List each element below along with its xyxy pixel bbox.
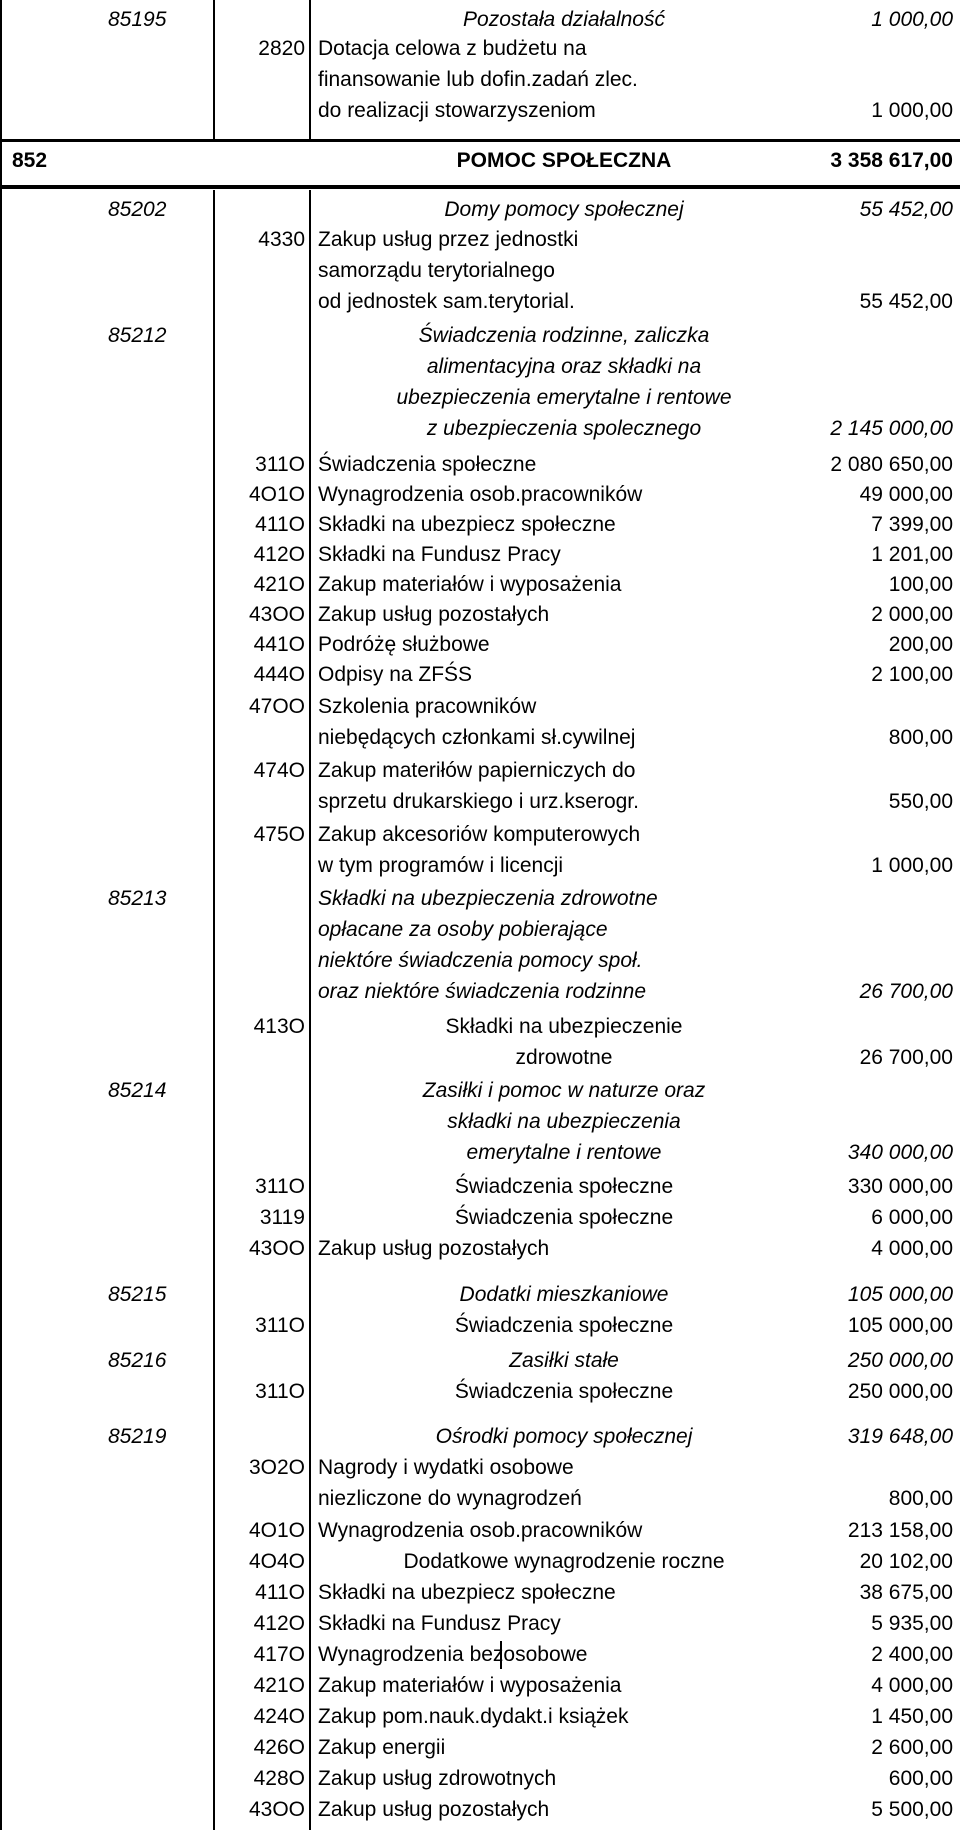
description-line: Zakup usług zdrowotnych xyxy=(318,1767,557,1790)
description-line: niezliczone do wynagrodzeń xyxy=(318,1487,582,1510)
paragraph-code: 4O1O xyxy=(248,1519,305,1542)
table-row xyxy=(0,660,960,691)
amount: 20 102,00 xyxy=(859,1550,953,1573)
paragraph-code: 441O xyxy=(253,633,305,656)
description-line: Składki na ubezpieczenie xyxy=(445,1015,683,1038)
description-line: sprzetu drukarskiego i urz.kserogr. xyxy=(318,790,639,813)
description-line: Zakup materiałów i wyposażenia xyxy=(318,573,622,596)
paragraph-code: 411O xyxy=(255,1581,305,1604)
description-line: Podróżę służbowe xyxy=(318,633,490,656)
section-code: 85195 xyxy=(108,8,167,31)
amount: 6 000,00 xyxy=(871,1206,953,1229)
amount: 800,00 xyxy=(888,726,953,749)
chapter-rule-top xyxy=(0,139,960,142)
amount: 1 000,00 xyxy=(871,8,953,31)
table-row xyxy=(0,1453,960,1515)
description-line: samorządu terytorialnego xyxy=(318,259,555,282)
amount: 38 675,00 xyxy=(859,1581,953,1604)
description-line: Nagrody i wydatki osobowe xyxy=(318,1456,574,1479)
paragraph-code: 311O xyxy=(255,1380,305,1403)
amount: 800,00 xyxy=(888,1487,953,1510)
amount: 105 000,00 xyxy=(847,1283,953,1306)
paragraph-code: 311O xyxy=(255,1314,305,1337)
table-row xyxy=(0,450,960,481)
chapter-code: 852 xyxy=(12,149,48,172)
paragraph-code: 4O1O xyxy=(248,483,305,506)
description-line: Dotacja celowa z budżetu na xyxy=(318,37,587,60)
table-row xyxy=(0,1671,960,1702)
amount: 1 000,00 xyxy=(871,854,953,877)
amount: 1 000,00 xyxy=(871,99,953,122)
description-line: Składki na Fundusz Pracy xyxy=(318,543,561,566)
paragraph-code: 311O xyxy=(255,1175,305,1198)
description-line: od jednostek sam.terytorial. xyxy=(318,290,575,313)
table-row xyxy=(0,480,960,511)
table-row xyxy=(0,1346,960,1377)
table-row xyxy=(0,600,960,631)
description-line: Składki na ubezpieczenia zdrowotne xyxy=(318,887,658,910)
table-row xyxy=(0,1640,960,1671)
description-line: Zakup usług przez jednostki xyxy=(318,228,579,251)
description-line: niektóre świadczenia pomocy społ. xyxy=(318,949,643,972)
description-line: oraz niektóre świadczenia rodzinne xyxy=(318,980,647,1003)
amount: 2 080 650,00 xyxy=(830,453,953,476)
table-row xyxy=(0,1076,960,1169)
chapter-rule-bottom xyxy=(0,185,960,189)
description-line: finansowanie lub dofin.zadań zlec. xyxy=(318,68,638,91)
paragraph-code: 475O xyxy=(253,823,305,846)
description-line: Świadczenia społeczne xyxy=(318,453,537,476)
description-line: Zakup usług pozostałych xyxy=(318,603,550,626)
section-code: 85214 xyxy=(108,1079,167,1102)
amount: 200,00 xyxy=(888,633,953,656)
description-line: niebędących członkami sł.cywilnej xyxy=(318,726,636,749)
amount: 319 648,00 xyxy=(847,1425,953,1448)
table-row xyxy=(0,321,960,445)
description-line: Odpisy na ZFŚS xyxy=(318,663,473,686)
amount: 2 600,00 xyxy=(871,1736,953,1759)
table-row xyxy=(0,34,960,127)
table-row xyxy=(0,570,960,601)
description-line: Zakup usług pozostałych xyxy=(318,1237,550,1260)
amount: 1 450,00 xyxy=(871,1705,953,1728)
paragraph-code: 424O xyxy=(253,1705,305,1728)
paragraph-code: 411O xyxy=(255,513,305,536)
amount: 2 000,00 xyxy=(871,603,953,626)
description-line: Zakup usług pozostałych xyxy=(318,1798,550,1821)
table-row xyxy=(0,756,960,818)
table-row xyxy=(0,1795,960,1826)
section-code: 85202 xyxy=(108,198,167,221)
paragraph-code: 311O xyxy=(255,453,305,476)
description-line: emerytalne i rentowe xyxy=(466,1141,662,1164)
table-row xyxy=(0,1377,960,1408)
section-code: 85215 xyxy=(108,1283,167,1306)
description-line: Składki na ubezpiecz społeczne xyxy=(318,1581,616,1604)
paragraph-code: 2820 xyxy=(258,37,305,60)
description-line: opłacane za osoby pobierające xyxy=(318,918,608,941)
table-row xyxy=(0,540,960,571)
description-line: Świadczenia społeczne xyxy=(454,1380,674,1403)
table-row xyxy=(0,1203,960,1234)
paragraph-code: 4330 xyxy=(258,228,305,251)
paragraph-code: 412O xyxy=(253,543,305,566)
description-line: Świadczenia społeczne xyxy=(454,1314,674,1337)
paragraph-code: 421O xyxy=(253,573,305,596)
section-code: 85216 xyxy=(108,1349,167,1372)
description-line: Zakup materiłów papierniczych do xyxy=(318,759,636,782)
amount: 2 400,00 xyxy=(871,1643,953,1666)
amount: 105 000,00 xyxy=(847,1314,953,1337)
table-row xyxy=(0,1609,960,1640)
amount: 1 201,00 xyxy=(871,543,953,566)
section-code: 85219 xyxy=(108,1425,167,1448)
paragraph-code: 3119 xyxy=(259,1206,305,1229)
section-code: 85212 xyxy=(108,324,167,347)
amount: 5 500,00 xyxy=(871,1798,953,1821)
paragraph-code: 428O xyxy=(253,1767,305,1790)
paragraph-code: 426O xyxy=(253,1736,305,1759)
description-line: Zasiłki i pomoc w naturze oraz xyxy=(422,1079,706,1102)
amount: 49 000,00 xyxy=(859,483,953,506)
paragraph-code: 43OO xyxy=(248,1237,305,1260)
table-row xyxy=(0,630,960,661)
description-line: Pozostała działalność xyxy=(463,8,665,31)
table-row xyxy=(0,884,960,1008)
table-row xyxy=(0,1012,960,1074)
description-line: w tym programów i licencji xyxy=(318,854,564,877)
table-row xyxy=(0,225,960,318)
paragraph-code: 444O xyxy=(253,663,305,686)
description-line: Wynagrodzenia osob.pracowników xyxy=(318,483,643,506)
amount: 4 000,00 xyxy=(871,1674,953,1697)
amount: 250 000,00 xyxy=(847,1380,953,1403)
amount: 250 000,00 xyxy=(847,1349,953,1372)
paragraph-code: 4O4O xyxy=(248,1550,305,1573)
description-line: Dodatki mieszkaniowe xyxy=(459,1283,669,1306)
paragraph-code: 417O xyxy=(253,1643,305,1666)
description-line: Zakup materiałów i wyposażenia xyxy=(318,1674,622,1697)
amount: 7 399,00 xyxy=(871,513,953,536)
paragraph-code: 412O xyxy=(253,1612,305,1635)
amount: 330 000,00 xyxy=(847,1175,953,1198)
table-row xyxy=(0,1702,960,1733)
amount: 600,00 xyxy=(888,1767,953,1790)
amount: 26 700,00 xyxy=(859,1046,953,1069)
amount: 550,00 xyxy=(888,790,953,813)
table-row xyxy=(0,692,960,754)
table-row xyxy=(0,195,960,226)
description-line: Składki na ubezpiecz społeczne xyxy=(318,513,616,536)
description-line: Zakup akcesoriów komputerowych xyxy=(318,823,641,846)
table-row xyxy=(0,1516,960,1547)
paragraph-code: 47OO xyxy=(248,695,305,718)
table-row xyxy=(0,1764,960,1795)
description-line: Domy pomocy społecznej xyxy=(444,198,684,221)
description-line: Świadczenia rodzinne, zaliczka xyxy=(418,324,710,347)
amount: 3 358 617,00 xyxy=(830,149,953,172)
amount: 100,00 xyxy=(888,573,953,596)
table-row xyxy=(0,1733,960,1764)
amount: 2 100,00 xyxy=(871,663,953,686)
description-line: Zakup pom.nauk.dydakt.i książek xyxy=(318,1705,629,1728)
description-line: Ośrodki pomocy społecznej xyxy=(435,1425,693,1448)
description-line: Składki na Fundusz Pracy xyxy=(318,1612,561,1635)
description-line: Zakup energii xyxy=(318,1736,446,1759)
description-line: Dodatkowe wynagrodzenie roczne xyxy=(403,1550,725,1573)
section-code: 85213 xyxy=(108,887,167,910)
paragraph-code: 3O2O xyxy=(248,1456,305,1479)
amount: 55 452,00 xyxy=(859,198,953,221)
amount: 4 000,00 xyxy=(871,1237,953,1260)
amount: 26 700,00 xyxy=(859,980,953,1003)
paragraph-code: 43OO xyxy=(248,603,305,626)
table-row xyxy=(0,820,960,882)
table-row xyxy=(0,1422,960,1453)
description-line: zdrowotne xyxy=(515,1046,613,1069)
description-line: POMOC SPOŁECZNA xyxy=(456,149,672,172)
table-row xyxy=(0,1280,960,1311)
description-line: alimentacyjna oraz składki na xyxy=(426,355,702,378)
table-row xyxy=(0,510,960,541)
description-line: do realizacji stowarzyszeniom xyxy=(318,99,596,122)
description-line: Zasiłki stałe xyxy=(509,1349,619,1372)
amount: 5 935,00 xyxy=(871,1612,953,1635)
description-line: Świadczenia społeczne xyxy=(454,1175,674,1198)
description-line: ubezpieczenia emerytalne i rentowe xyxy=(396,386,732,409)
table-row xyxy=(0,1311,960,1342)
amount: 213 158,00 xyxy=(847,1519,953,1542)
description-line: Szkolenia pracowników xyxy=(318,695,537,718)
paragraph-code: 43OO xyxy=(248,1798,305,1821)
table-row xyxy=(0,146,960,177)
table-row xyxy=(0,1547,960,1578)
paragraph-code: 474O xyxy=(253,759,305,782)
description-line: składki na ubezpieczenia xyxy=(447,1110,681,1133)
paragraph-code: 413O xyxy=(253,1015,305,1038)
table-row xyxy=(0,1578,960,1609)
amount: 2 145 000,00 xyxy=(830,417,953,440)
description-line: Wynagrodzenia bezosobowe xyxy=(318,1643,588,1666)
amount: 55 452,00 xyxy=(859,290,953,313)
description-line: Wynagrodzenia osob.pracowników xyxy=(318,1519,643,1542)
table-row xyxy=(0,1234,960,1265)
description-line: z ubezpieczenia spolecznego xyxy=(426,417,702,440)
table-row xyxy=(0,1172,960,1203)
paragraph-code: 421O xyxy=(253,1674,305,1697)
amount: 340 000,00 xyxy=(847,1141,953,1164)
table-row xyxy=(0,5,960,36)
description-line: Świadczenia społeczne xyxy=(454,1206,674,1229)
